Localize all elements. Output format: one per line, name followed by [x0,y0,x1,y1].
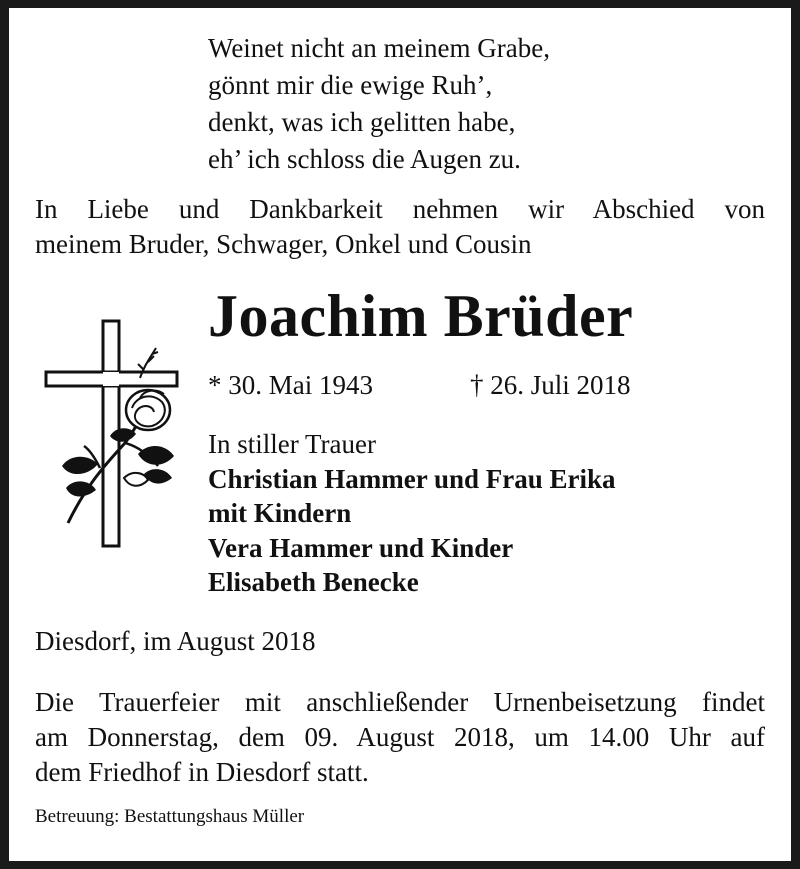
poem-line: Weinet nicht an meinem Grabe, [208,33,550,63]
birth-date: * 30. Mai 1943 [208,370,373,400]
cross-with-rose-icon [40,318,185,550]
poem-line: eh’ ich schloss die Augen zu. [208,144,521,174]
intro-line: meinem Bruder, Schwager, Onkel und Cousin [35,229,532,259]
service-line: Die Trauerfeier mit anschließender Urnenbeisetzung findet [35,687,765,717]
mourners-heading: In stiller Trauer [208,429,376,459]
service-info [35,685,765,790]
place-and-date: Diesdorf, im August 2018 [35,626,316,656]
mourner-line: mit Kindern [208,498,352,528]
service-line: dem Friedhof in Diesdorf statt. [35,757,369,787]
mourner-line: Vera Hammer und Kinder [208,532,514,563]
intro-text [35,192,765,262]
poem-line: denkt, was ich gelitten habe, [208,107,516,137]
service-line: am Donnerstag, dem 09. August 2018, um 14.00 Uhr auf [35,722,765,752]
poem [208,30,550,178]
death-date: † 26. Juli 2018 [470,370,631,400]
funeral-home-credit: Betreuung: Bestattungshaus Müller [35,806,305,827]
mourners [208,427,616,600]
mourner-line: Elisabeth Benecke [208,567,419,597]
cross-icon [46,321,177,546]
poem-line: gönnt mir die ewige Ruh’, [208,70,493,100]
intro-line: In Liebe und Dankbarkeit nehmen wir Abschied von [35,194,765,224]
deceased-name: Joachim Brüder [208,283,634,349]
mourner-line: Christian Hammer und Frau Erika [208,463,616,494]
